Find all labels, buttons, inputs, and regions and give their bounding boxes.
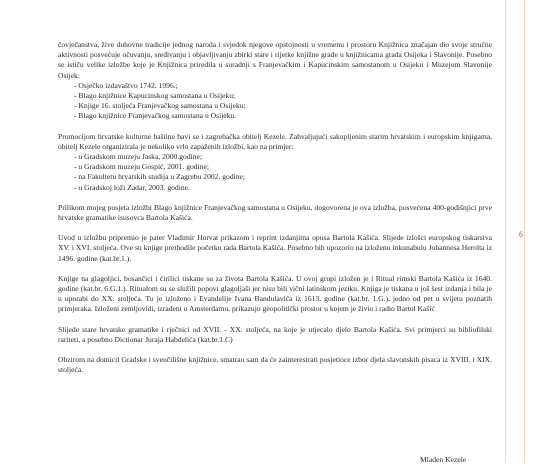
list-item: - Blago knjižnice Franjevačkog samostana u Osijeku. bbox=[74, 111, 237, 121]
list-item: - u Gradskoj loži Zadar, 2003. godine. bbox=[74, 182, 190, 192]
paragraph-visit: Prilikom mojeg posjeta izložbi Blago knjižnice Franjevačkog samostana u Osijeku, dogovorena je ova izložba, posvećena 400-godišnjici prve hrvatske gramatike isusovca Bartola Kašića. bbox=[58, 202, 492, 223]
body-text bbox=[58, 40, 492, 375]
list-item: - Osječko izdavaštvo 1742. 1996.; bbox=[74, 80, 178, 90]
paragraph-intro: čovječanstva, živе duhovne tradicije jednog naroda i svjedok njegove opstojnosti u vremenu i prostoru Knjižnica značajan dio svoje stručne aktivnosti posvećuje očuvanju, sređivanju i objavljivanju zbirki stare i rijetke knjižne građe u knjižnicama grada Osijeka i Slavonije. Posebno se ističu velike izložbe koje je Knjižnica priredila u suradnji s Franjevačkim i Kapucinskim samostanom u Osijeku i Muzejom Slavonije Osijek: bbox=[58, 40, 492, 80]
page-number: 6 bbox=[519, 230, 523, 239]
paragraph-introduction: Uvod u izložbu pripremio je pater Vladimir Horvat prikazom i reprint izdanjima opusa Bartola Kašića. Slijede izlošci europskog tiskarstva XV. i XVI. stoljeća. Ove su knjige prethodile početku rada Bartola Kašića. Posebno bih upozorio na izloženu inkunabulu Johannesa Herolta iz 1496. godine (kat.br.1.). bbox=[58, 233, 492, 263]
paragraph-glagolitic: Knjige na glagoljici, bosančici i ćirilici tiskane su za života Bartola Kašića. U ovoj grupi izložen je i Ritual rimski Bartola Kašića iz 1640. godine (kat.br. 6.G.1.). Ritualom su se služili popovi glagoljaši jer nisu bili vični latinskom jeziku. Knjiga je tiskana u još šest izdanja i bila je u uporabi do XX. stoljeća. Tu je izloženo i Evandelije Ivana Bandulavića iz 1613. godine (kat.br. 1.G.), jedno od pet u svijetu poznatih primjeraka. Izloženi zemljovidi, izrađeni u Amsterdamu, prikazuju geopolitički prostor u kojem je živio i radio Bartol Kašić bbox=[58, 273, 492, 314]
list-item: - na Fakultetu hrvatskih studija u Zagrebu 2002. godine; bbox=[74, 172, 246, 182]
paragraph-kezele-family: Promocijom hrvatske kulturne baštine bavi se i zagrebačka obitelj Kezele. Zahvaljujući sakupljenim starim hrvatskim i europskim knjigama, obitelj Kezele organizirala je nekoliko vrlo zapaženih izložbi, kao na primjer: bbox=[58, 131, 492, 151]
list-item: - Blago knjižnice Kapucinskog samostana u Osijeku; bbox=[74, 91, 236, 101]
paragraph-slavonian: Obzirom na domicil Gradske i sveučilišne knjižnice, smatrao sam da će zainteresirati posjetioce izbor djela slavonskih pisaca iz XVIII. i XIX. stoljeća. bbox=[58, 355, 492, 375]
list-item: - Knjige 16. stoljeća Franjevačkog samostana u Osijeku; bbox=[74, 101, 246, 111]
list-item: - u Gradskom muzeju Jaska, 2000.godine; bbox=[74, 152, 203, 162]
list-item: - u Gradskom muzeju Gospić, 2001. godine; bbox=[74, 162, 209, 172]
signature: Mladen Kezele bbox=[420, 455, 467, 464]
paragraph-grammars: Slijede stare hrvatske gramatike i rječnici od XVII. - XX. stoljeća, na koje je utjecalo djelo Bartola Kašića. Svi primjerci su bibliofilski rariteti, a posebno Dictionar Juraja Habdelića (kat.br.1.C) bbox=[58, 324, 492, 344]
exhibitions-list-osijek bbox=[58, 81, 492, 122]
exhibitions-list-kezele bbox=[58, 152, 492, 193]
